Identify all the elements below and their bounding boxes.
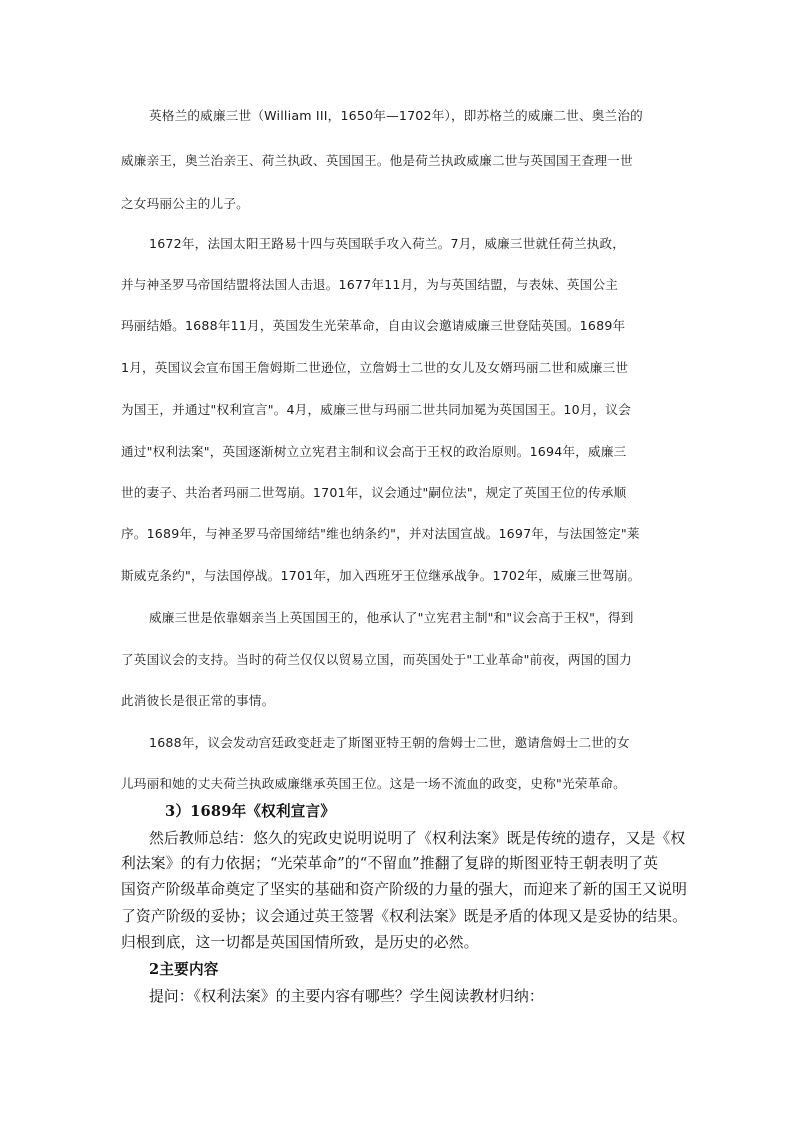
- paragraph-3-line-1: 威廉三世是依靠姻亲当上英国国王的，他承认了"立宪君主制"和"议会高于王权"，得到: [149, 610, 634, 625]
- paragraph-2-line-7: 世的妻子、共治者玛丽二世驾崩。1701年，议会通过"嗣位法"，规定了英国王位的传承顺: [121, 485, 627, 500]
- paragraph-2-line-4: 1月，英国议会宣布国王詹姆斯二世逊位，立詹姆士二世的女儿及女婿玛丽二世和威廉三世: [121, 360, 629, 375]
- paragraph-1-line-2: 威廉亲王，奥兰治亲王、荷兰执政、英国国王。他是荷兰执政威廉二世与英国国王查理一世: [121, 153, 633, 168]
- paragraph-1-line-1: 英格兰的威廉三世（William III，1650年—1702年），即苏格兰的威廉二世、奥兰治的: [149, 108, 643, 123]
- paragraph-1-line-3: 之女玛丽公主的儿子。: [121, 196, 249, 211]
- section-heading-main-content: 2主要内容: [149, 961, 219, 978]
- summary-line-3: 国资产阶级革命奠定了坚实的基础和资产阶级的力量的强大，而迎来了新的国王又说明: [121, 881, 688, 898]
- summary-line-5: 归根到底，这一切都是英国国情所致，是历史的必然。: [121, 934, 479, 951]
- paragraph-2-line-5: 为国王，并通过"权利宣言"。4月，威廉三世与玛丽二世共同加冕为英国国王。10月，议会: [121, 402, 631, 417]
- paragraph-3-line-2: 了英国议会的支持。当时的荷兰仅仅以贸易立国，而英国处于"工业革命"前夜，两国的国力: [121, 652, 632, 667]
- paragraph-4-line-2: 儿玛丽和她的丈夫荷兰执政威廉继承英国王位。这是一场不流血的政变，史称"光荣革命。: [121, 776, 626, 791]
- paragraph-3-line-3: 此消彼长是很正常的事情。: [121, 693, 275, 708]
- paragraph-2-line-8: 序。1689年，与神圣罗马帝国缔结"维也纳条约"，并对法国宣战。1697年，与法国签定"莱: [121, 526, 640, 541]
- summary-line-4: 了资产阶级的妥协；议会通过英王签署《权利法案》既是矛盾的体现又是妥协的结果。: [121, 908, 688, 925]
- paragraph-2-line-2: 并与神圣罗马帝国结盟将法国人击退。1677年11月，为与英国结盟，与表妹、英国公主: [121, 277, 619, 292]
- paragraph-2-line-1: 1672年，法国太阳王路易十四与英国联手攻入荷兰。7月，威廉三世就任荷兰执政，: [149, 236, 626, 251]
- section-heading-bill-of-rights-1689: 3）1689年《权利宣言》: [165, 803, 336, 820]
- question-line: 提问：《权利法案》的主要内容有哪些？学生阅读教材归纳：: [149, 988, 544, 1005]
- paragraph-4-line-1: 1688年，议会发动宫廷政变赶走了斯图亚特王朝的詹姆士二世，邀请詹姆士二世的女: [149, 735, 630, 750]
- summary-line-2: 利法案》的有力依据；“光荣革命”的“不留血”推翻了复辟的斯图亚特王朝表明了英: [121, 855, 659, 872]
- summary-line-1: 然后教师总结：悠久的宪政史说明说明了《权利法案》既是传统的遗存，又是《权: [149, 830, 686, 847]
- paragraph-2-line-9: 斯威克条约"，与法国停战。1701年，加入西班牙王位继承战争。1702年，威廉三世驾崩。: [121, 568, 641, 583]
- paragraph-2-line-6: 通过"权利法案"，英国逐渐树立立宪君主制和议会高于王权的政治原则。1694年，威廉三: [121, 444, 627, 459]
- paragraph-2-line-3: 玛丽结婚。1688年11月，英国发生光荣革命，自由议会邀请威廉三世登陆英国。1689年: [121, 318, 626, 333]
